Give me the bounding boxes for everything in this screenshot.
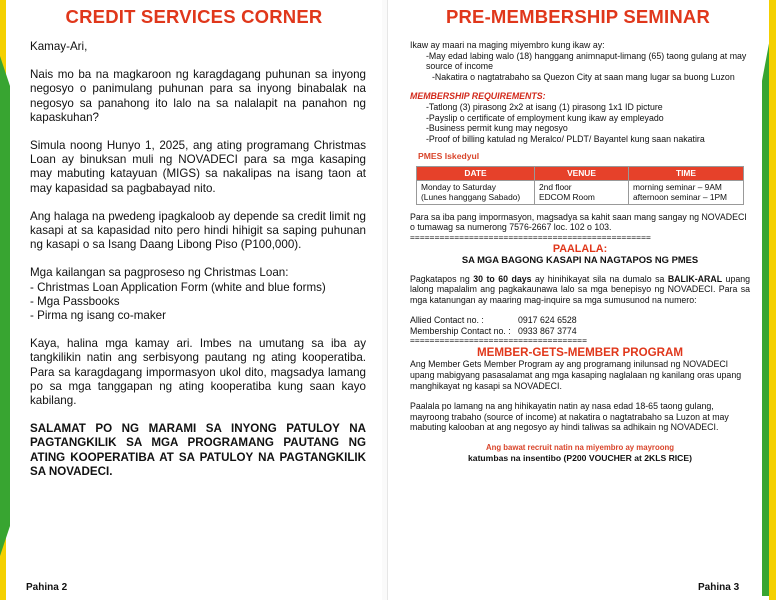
- contact-number: 0917 624 6528: [518, 315, 577, 326]
- yellow-edge-stripe: [769, 0, 776, 600]
- time-line: morning seminar – 9AM: [633, 181, 722, 192]
- requirements-list: [30, 281, 366, 324]
- text-span: ay hinihikayat sila na dumalo sa: [531, 273, 668, 284]
- bold-days: 30 to 60 days: [473, 273, 532, 284]
- contact-row-membership: [410, 326, 750, 337]
- closing-thanks: SALAMAT PO NG MARAMI SA INYONG PATULOY NA PAGTANGKILIK SA MGA PROGRAMANG PAUTANG NG ATING KOOPERATIBA AT SA PATULOY NA PAGTANGKILIK SA NOVADECI.: [30, 422, 366, 478]
- pmes-schedule-table: [416, 166, 744, 205]
- contact-label: Membership Contact no. :: [410, 325, 511, 336]
- mgm-note: Ang bawat recruit natin na miyembro ay mayroong: [485, 443, 675, 453]
- page-number-right: Pahina 3: [698, 582, 740, 593]
- table-header-row: [417, 166, 744, 180]
- pmes-schedule-label: PMES Iskedyul: [418, 151, 480, 162]
- paragraph-invitation: Kaya, halina mga kamay ari. Imbes na umutang sa iba ay tangkilikin natin ang serbisyong pautang ng ating kooperatiba. Para sa karagdagang impormasyon ukol dito, magsadya lamang po sa mga tanggapan ng ating kooperatiba kung saan kayo kabilang.: [30, 337, 366, 408]
- page-number-left: Pahina 2: [26, 582, 68, 593]
- header-date: DATE: [417, 166, 535, 180]
- paragraph-intro: Nais mo ba na magkaroon ng karagdagang puhunan sa inyong negosyo o panimulang puhunan para sa inyong binabalak na negosyo sa panahong ito lalo na sa nalalapit na panahon ng kapaskuhan?: [30, 68, 366, 124]
- text-span: upang lalong mapalalim ang pagkakaunawa lalo sa mga benepisyo ng NOVADECI. Para sa mga katanungan ay maaring mag-inquire sa mga sumusunod na numero:: [410, 273, 751, 305]
- cell-venue: [535, 180, 629, 204]
- credit-services-title: CREDIT SERVICES CORNER: [65, 6, 323, 27]
- requirement-item: -Payslip o certificate of employment kung ikaw ay empleyado: [426, 112, 664, 123]
- list-item: - Christmas Loan Application Form (white and blue forms): [30, 280, 326, 294]
- mgm-title: MEMBER-GETS-MEMBER PROGRAM: [476, 346, 684, 360]
- eligibility-item: -May edad labing walo (18) hanggang animnaput-limang (65) taong gulang at may source of income: [426, 50, 747, 72]
- venue-line: 2nd floor: [539, 181, 572, 192]
- cell-time: [629, 180, 744, 204]
- paragraph-christmas-loan: Simula noong Hunyo 1, 2025, ang ating programang Christmas Loan ay binuksan muli ng NOVADECI para sa mga kasaping may mabuting katayuan (MIGS) sa nakalipas na isang taon at may kapasidad sa pagbabayad nito.: [30, 139, 366, 195]
- eligibility-intro: Ikaw ay maari na maging miyembro kung ikaw ay:: [410, 40, 605, 50]
- requirement-item: -Business permit kung may negosyo: [426, 123, 568, 134]
- list-item: - Pirma ng isang co-maker: [30, 309, 166, 323]
- mgm-text: Ang Member Gets Member Program ay ang programang inilunsad ng NOVADECI upang mabigyang pasasalamat ang mga kasaping naglalaan ng kanilang oras upang manghikayat ng kasapi sa NOVADECI.: [410, 359, 742, 391]
- paalala-subtitle: SA MGA BAGONG KASAPI NA NAGTAPOS NG PMES: [461, 253, 699, 265]
- text-span: Pagkatapos ng: [410, 273, 474, 284]
- green-edge-stripe: [0, 56, 10, 556]
- list-item: - Mga Passbooks: [30, 294, 120, 308]
- header-venue: VENUE: [535, 166, 629, 180]
- date-line: (Lunes hanggang Sabado): [421, 192, 521, 203]
- venue-line: EDCOM Room: [539, 192, 595, 203]
- eligibility-item: -Nakatira o nagtatrabaho sa Quezon City at saan mang lugar sa buong Luzon: [432, 71, 735, 82]
- mgm-incentive: katumbas na insentibo (P200 VOUCHER at 2KLS RICE): [468, 453, 692, 464]
- mgm-reminder: Paalala po lamang na ang hihikayatin natin ay nasa edad 18-65 taong gulang, mayroong trabaho (source of income) at nakatira o nagtatrabaho sa Luzon at may mabuting kalooban at ang negosyo ay hindi taliwas sa adhikain ng NOVADECI.: [410, 401, 729, 433]
- greeting: Kamay-Ari,: [30, 40, 88, 53]
- contact-number: 0933 867 3774: [518, 325, 577, 336]
- separator-line: =================================================: [410, 232, 651, 242]
- requirements-section: [30, 266, 366, 323]
- paalala-title: PAALALA:: [552, 242, 608, 255]
- pre-membership-body: [410, 40, 750, 464]
- header-time: TIME: [629, 166, 744, 180]
- requirement-item: -Proof of billing katulad ng Meralco/ PLDT/ Bayantel kung saan nakatira: [426, 133, 705, 144]
- credit-services-body: [30, 40, 366, 479]
- contact-label: Allied Contact no. :: [410, 315, 484, 326]
- contact-row-allied: [410, 315, 750, 326]
- membership-requirements-heading: MEMBERSHIP REQUIREMENTS:: [410, 91, 546, 102]
- date-line: Monday to Saturday: [421, 181, 496, 192]
- bold-balik-aral: BALIK-ARAL: [667, 273, 723, 284]
- pre-membership-title: PRE-MEMBERSHIP SEMINAR: [445, 6, 711, 27]
- paragraph-loan-amount: Ang halaga na pwedeng ipagkaloob ay depende sa credit limit ng kasapi at sa kapasidad nito pero hindi hihigit sa saping puhunan ng kasapi o sa Isang Daang Libong Piso (P100,000).: [30, 209, 366, 252]
- requirement-item: -Tatlong (3) pirasong 2x2 at isang (1) pirasong 1x1 ID picture: [426, 101, 663, 112]
- right-page: [388, 0, 776, 600]
- info-text: Para sa iba pang impormasyon, magsadya sa kahit saan mang sangay ng NOVADECI o tumawag sa numerong 7576-2667 loc. 102 o 103.: [410, 211, 747, 233]
- requirements-intro: Mga kailangan sa pagproseso ng Christmas Loan:: [30, 266, 289, 280]
- table-row: [417, 180, 744, 204]
- paalala-text: [410, 274, 750, 306]
- separator-line: ====================================: [410, 336, 587, 346]
- cell-date: [417, 180, 535, 204]
- time-line: afternoon seminar – 1PM: [633, 192, 728, 203]
